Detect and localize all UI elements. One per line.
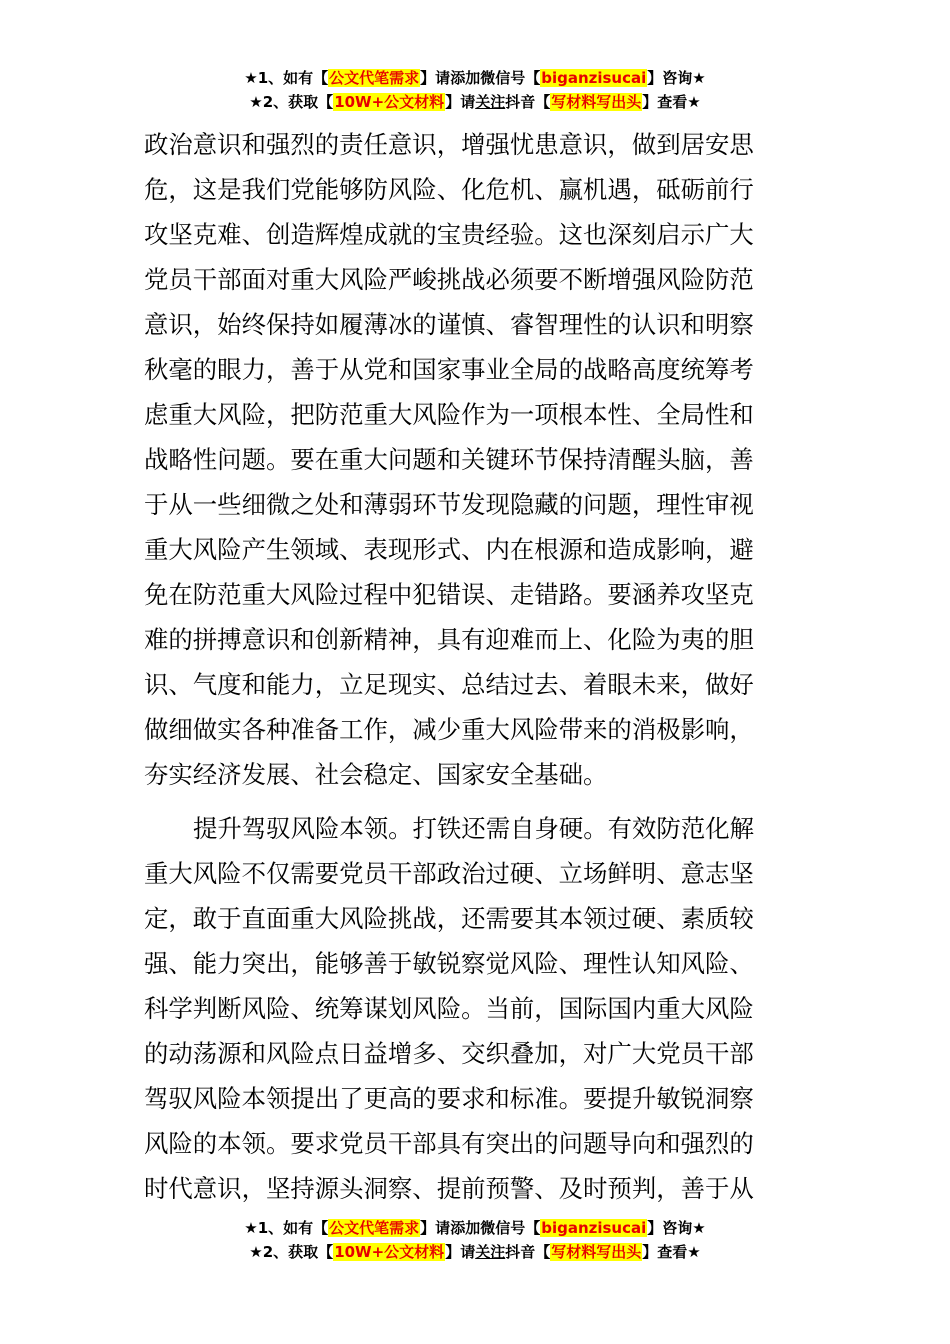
banner-highlight: biganzisucai <box>541 69 647 87</box>
text-line: 定，敢于直面重大风险挑战，还需要其本领过硬、素质较 <box>144 904 754 933</box>
banner-line-1 <box>0 66 950 90</box>
text-line: 危，这是我们党能够防风险、化危机、赢机遇，砥砺前行 <box>144 175 754 204</box>
text-line: 风险的本领。要求党员干部具有突出的问题导向和强烈的 <box>144 1129 754 1158</box>
text-line: 提升驾驭风险本领。打铁还需自身硬。有效防范化解 <box>193 814 754 843</box>
text-line: 科学判断风险、统筹谋划风险。当前，国际国内重大风险 <box>144 994 754 1023</box>
banner-text: 添加 <box>450 69 481 87</box>
banner-text: 】查看★ <box>642 1243 701 1261</box>
text-line: 攻坚克难、创造辉煌成就的宝贵经验。这也深刻启示广大 <box>144 220 754 249</box>
banner-text: ★1、如有【 <box>244 1219 329 1237</box>
text-line: 难的拼搏意识和创新精神，具有迎难而上、化险为夷的胆 <box>144 625 754 654</box>
paragraph-gap <box>144 797 808 806</box>
text-line: 重大风险产生领域、表现形式、内在根源和造成影响，避 <box>144 535 754 564</box>
banner-text: 关注 <box>475 93 506 111</box>
banner-highlight: 公文代笔需求 <box>329 1219 420 1237</box>
banner-highlight: 10W+公文材料 <box>334 1243 445 1261</box>
banner-text: 】查看★ <box>642 93 701 111</box>
banner-highlight: biganzisucai <box>541 1219 647 1237</box>
text-line: 做细做实各种准备工作，减少重大风险带来的消极影响， <box>144 715 754 744</box>
banner-text: ★2、获取【 <box>249 1243 334 1261</box>
text-line: 的动荡源和风险点日益增多、交织叠加，对广大党员干部 <box>144 1039 754 1068</box>
banner-text: 】请 <box>420 69 451 87</box>
paragraph-1 <box>144 122 808 797</box>
banner-line-2 <box>0 1240 950 1264</box>
banner-text: 微信号【 <box>480 69 541 87</box>
banner-text: 】咨询★ <box>647 1219 706 1237</box>
banner-text: 抖音【 <box>505 93 551 111</box>
banner-highlight: 写材料写出头 <box>551 93 642 111</box>
banner-text: 添加 <box>450 1219 481 1237</box>
text-line: 于从一些细微之处和薄弱环节发现隐藏的问题，理性审视 <box>144 490 754 519</box>
text-line: 夯实经济发展、社会稳定、国家安全基础。 <box>144 760 608 789</box>
banner-text: 】请 <box>420 1219 451 1237</box>
top-banner <box>0 66 950 114</box>
text-line: 驾驭风险本领提出了更高的要求和标准。要提升敏锐洞察 <box>144 1084 754 1113</box>
banner-text: ★1、如有【 <box>244 69 329 87</box>
text-line: 秋毫的眼力，善于从党和国家事业全局的战略高度统筹考 <box>144 355 754 384</box>
text-line: 战略性问题。要在重大问题和关键环节保持清醒头脑，善 <box>144 445 754 474</box>
banner-text: 】请 <box>445 1243 476 1261</box>
banner-text: 】咨询★ <box>647 69 706 87</box>
text-line: 虑重大风险，把防范重大风险作为一项根本性、全局性和 <box>144 400 754 429</box>
text-line: 政治意识和强烈的责任意识，增强忧患意识，做到居安思 <box>144 130 754 159</box>
banner-highlight: 10W+公文材料 <box>334 93 445 111</box>
bottom-banner <box>0 1216 950 1264</box>
banner-line-2 <box>0 90 950 114</box>
text-line: 意识，始终保持如履薄冰的谨慎、睿智理性的认识和明察 <box>144 310 754 339</box>
banner-text: 】请 <box>445 93 476 111</box>
text-line: 重大风险不仅需要党员干部政治过硬、立场鲜明、意志坚 <box>144 859 754 888</box>
banner-highlight: 写材料写出头 <box>551 1243 642 1261</box>
banner-text: 微信号【 <box>480 1219 541 1237</box>
banner-text: ★2、获取【 <box>249 93 334 111</box>
text-line: 识、气度和能力，立足现实、总结过去、着眼未来，做好 <box>144 670 754 699</box>
text-line: 强、能力突出，能够善于敏锐察觉风险、理性认知风险、 <box>144 949 754 978</box>
text-line: 党员干部面对重大风险严峻挑战必须要不断增强风险防范 <box>144 265 754 294</box>
text-line: 时代意识，坚持源头洞察、提前预警、及时预判，善于从 <box>144 1174 754 1203</box>
banner-text: 抖音【 <box>505 1243 551 1261</box>
banner-line-1 <box>0 1216 950 1240</box>
banner-highlight: 公文代笔需求 <box>329 69 420 87</box>
paragraph-2 <box>144 806 808 1211</box>
banner-text: 关注 <box>475 1243 506 1261</box>
text-line: 免在防范重大风险过程中犯错误、走错路。要涵养攻坚克 <box>144 580 754 609</box>
document-body <box>144 122 808 1211</box>
